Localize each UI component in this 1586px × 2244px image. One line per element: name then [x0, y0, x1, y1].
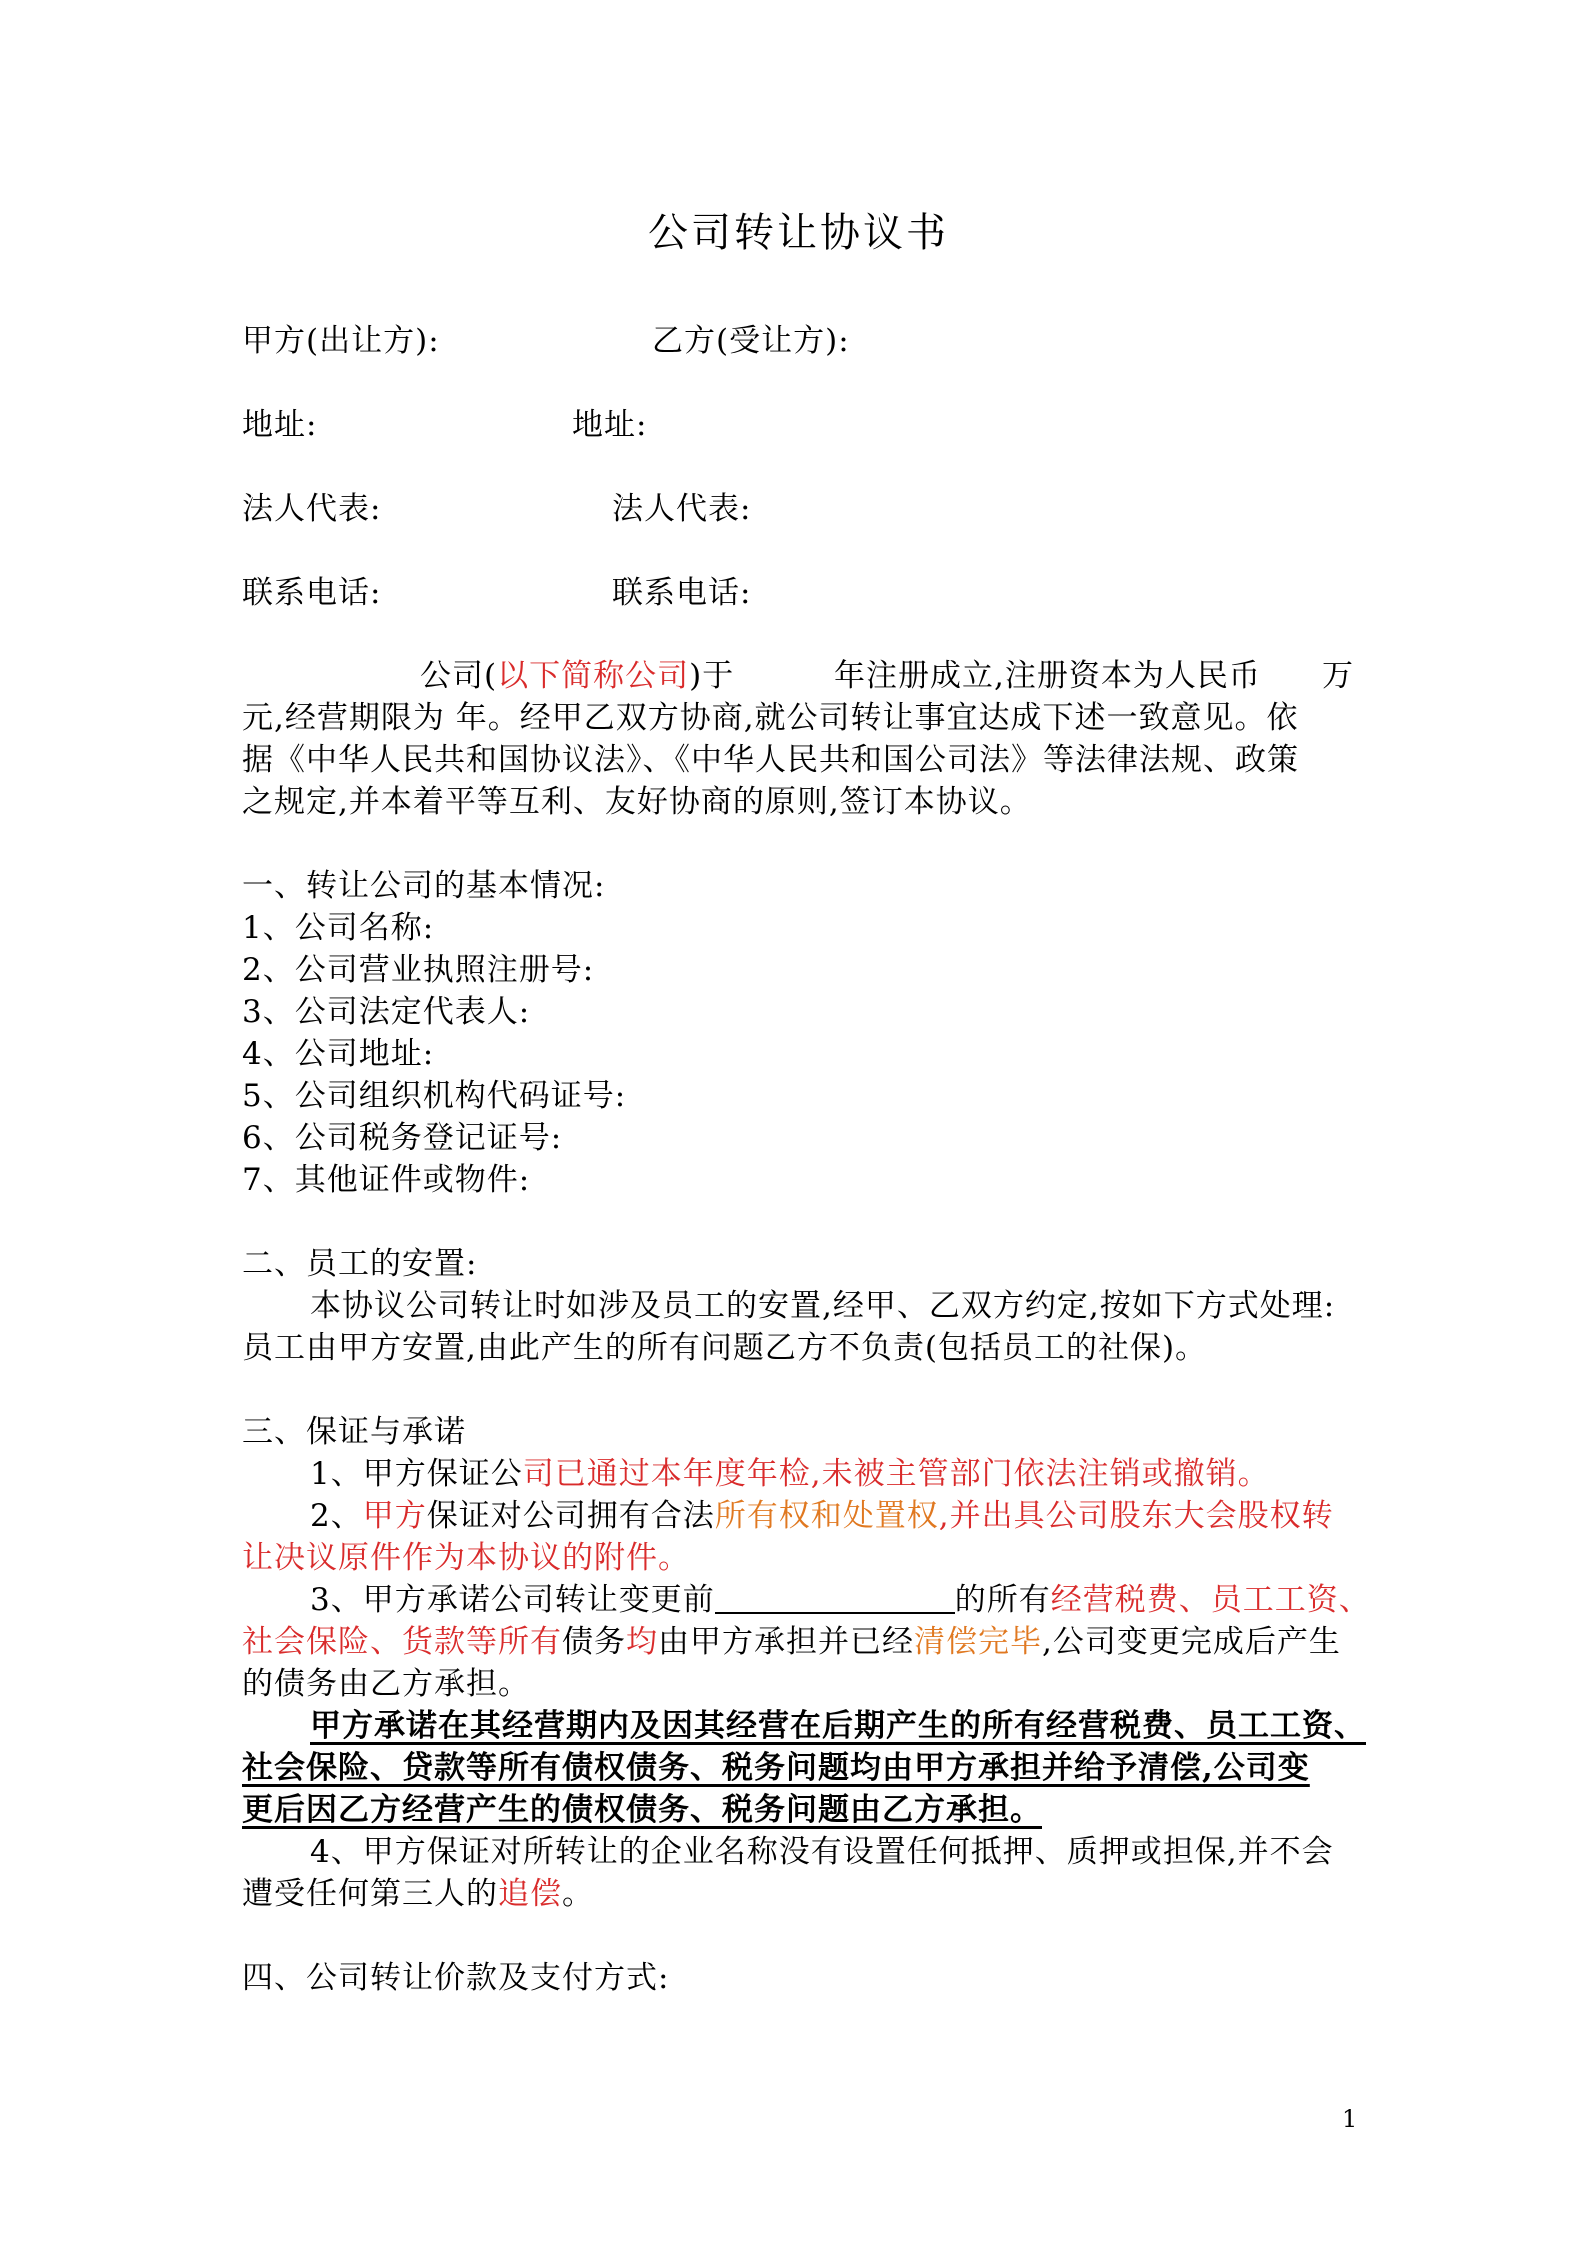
- section-1-item: 1、公司名称:: [242, 910, 435, 946]
- section-2-line-2: 员工由甲方安置,由此产生的所有问题乙方不负责(包括员工的社保)。: [242, 1330, 1208, 1366]
- section-3-clause-4-line-2: 遭受任何第三人的追偿。: [242, 1876, 594, 1912]
- party-b-phone: 联系电话:: [612, 575, 752, 611]
- section-3-heading: 三、保证与承诺: [242, 1414, 466, 1450]
- section-1-item: 7、其他证件或物件:: [242, 1162, 531, 1198]
- intro-highlight: 以下简称公司: [497, 658, 690, 694]
- party-a-label: 甲方(出让方):: [242, 323, 440, 359]
- section-1-item: 5、公司组织机构代码证号:: [242, 1078, 627, 1114]
- section-3-clause-3-line-1: 3、甲方承诺公司转让变更前 的所有经营税费、员工工资、: [310, 1582, 1371, 1618]
- bold-commitment-line-1: 甲方承诺在其经营期内及因其经营在后期产生的所有经营税费、员工工资、: [310, 1708, 1366, 1744]
- intro-line-4: 之规定,并本着平等互利、友好协商的原则,签订本协议。: [242, 784, 1032, 820]
- section-2-heading: 二、员工的安置:: [242, 1246, 478, 1282]
- bold-commitment-line-3: 更后因乙方经营产生的债权债务、税务问题由乙方承担。: [242, 1792, 1042, 1828]
- section-3-clause-2-line-2: 让决议原件作为本协议的附件。: [242, 1540, 690, 1576]
- party-a-representative: 法人代表:: [242, 491, 382, 527]
- party-a-phone: 联系电话:: [242, 575, 382, 611]
- page-number: 1: [1342, 2105, 1358, 2133]
- party-b-label: 乙方(受让方):: [652, 323, 850, 359]
- section-2-line-1: 本协议公司转让时如涉及员工的安置,经甲、乙双方约定,按如下方式处理:: [310, 1288, 1336, 1324]
- intro-line-1a: 公司(以下简称公司)于: [420, 658, 735, 694]
- document-title: 公司转让协议书: [648, 210, 949, 256]
- fill-in-blank: [715, 1582, 955, 1614]
- intro-line-1c: 万: [1322, 658, 1354, 694]
- bold-commitment-line-2: 社会保险、贷款等所有债权债务、税务问题均由甲方承担并给予清偿,公司变: [242, 1750, 1310, 1786]
- section-4-heading: 四、公司转让价款及支付方式:: [242, 1960, 670, 1996]
- section-3-clause-4-line-1: 4、甲方保证对所转让的企业名称没有设置任何抵押、质押或担保,并不会: [310, 1834, 1334, 1870]
- party-a-address: 地址:: [242, 407, 318, 443]
- intro-line-1b: 年注册成立,注册资本为人民币: [834, 658, 1261, 694]
- party-b-address: 地址:: [572, 407, 648, 443]
- section-3-clause-3-line-2: 社会保险、货款等所有债务均由甲方承担并已经清偿完毕,公司变更完成后产生: [242, 1624, 1341, 1660]
- section-1-item: 4、公司地址:: [242, 1036, 435, 1072]
- party-b-representative: 法人代表:: [612, 491, 752, 527]
- section-3-clause-3-line-3: 的债务由乙方承担。: [242, 1666, 530, 1702]
- intro-line-2: 元,经营期限为 年。经甲乙双方协商,就公司转让事宜达成下述一致意见。依: [242, 700, 1299, 736]
- section-1-item: 2、公司营业执照注册号:: [242, 952, 595, 988]
- section-1-item: 3、公司法定代表人:: [242, 994, 531, 1030]
- intro-line-3: 据《中华人民共和国协议法》、《中华人民共和国公司法》等法律法规、政策: [242, 742, 1299, 778]
- section-1-heading: 一、转让公司的基本情况:: [242, 868, 606, 904]
- section-1-item: 6、公司税务登记证号:: [242, 1120, 563, 1156]
- section-3-clause-2-line-1: 2、甲方保证对公司拥有合法所有权和处置权,并出具公司股东大会股权转: [310, 1498, 1334, 1534]
- section-3-clause-1: 1、甲方保证公司已通过本年度年检,未被主管部门依法注销或撤销。: [310, 1456, 1270, 1492]
